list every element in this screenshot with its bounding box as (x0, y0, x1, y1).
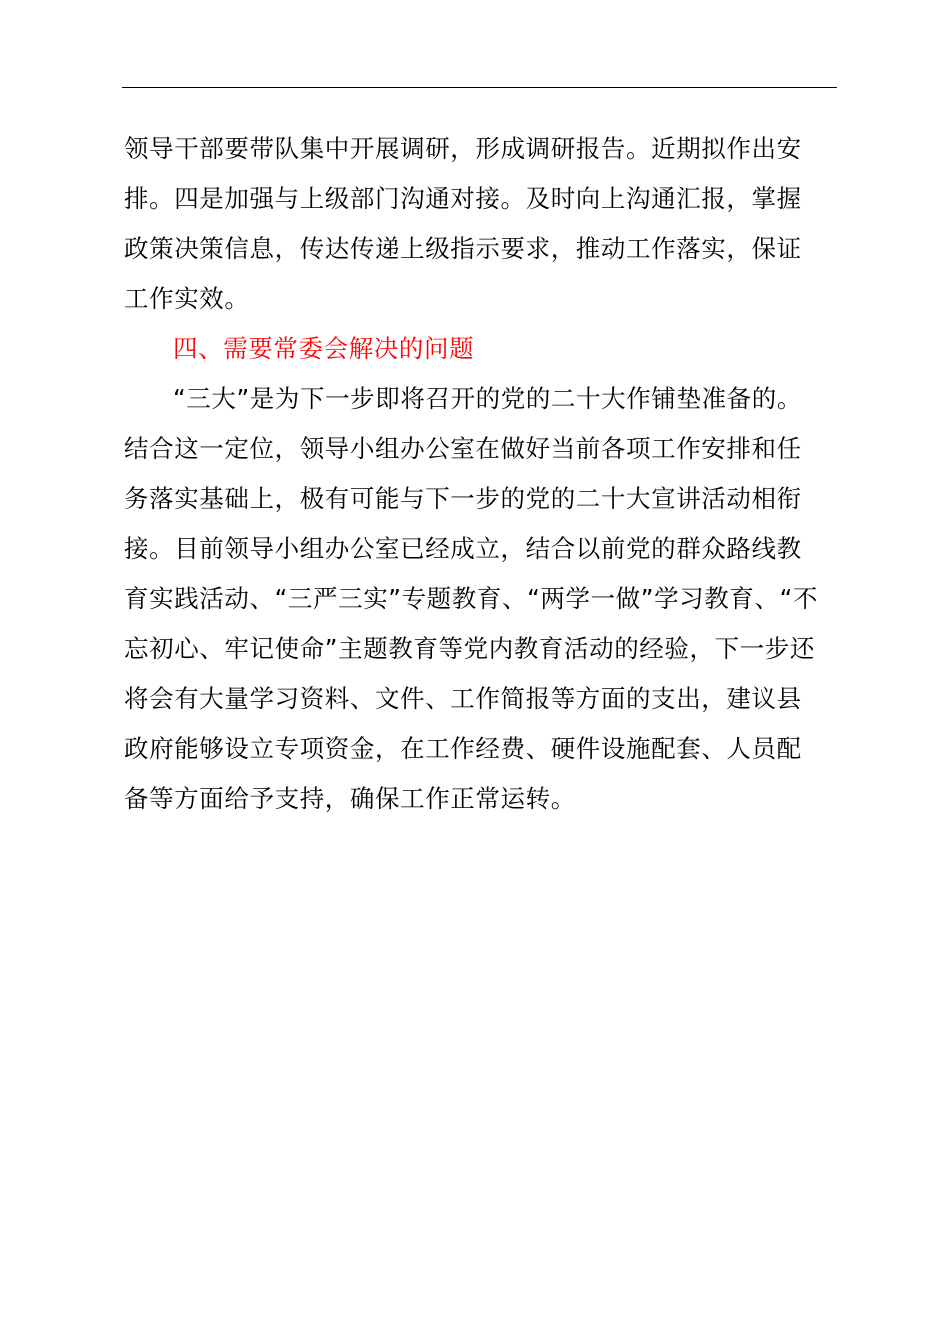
header-rule (122, 87, 837, 88)
paragraph-line: 排。四是加强与上级部门沟通对接。及时向上沟通汇报，掌握 (124, 184, 802, 213)
paragraph-line: 忘初心、牢记使命”主题教育等党内教育活动的经验，下一步还 (124, 634, 815, 663)
section-heading: 四、需要常委会解决的问题 (173, 334, 475, 363)
paragraph-1 (124, 124, 839, 324)
document-body (124, 124, 839, 824)
paragraph-line: 政策决策信息，传达传递上级指示要求，推动工作落实，保证 (124, 234, 802, 263)
paragraph-line: “三大”是为下一步即将召开的党的二十大作铺垫准备的。 (173, 384, 802, 413)
paragraph-line: 政府能够设立专项资金，在工作经费、硬件设施配套、人员配 (124, 734, 802, 763)
paragraph-2 (124, 374, 839, 824)
paragraph-line: 结合这一定位，领导小组办公室在做好当前各项工作安排和任 (124, 434, 802, 463)
paragraph-line: 务落实基础上，极有可能与下一步的党的二十大宣讲活动相衔 (124, 484, 802, 513)
paragraph-line: 领导干部要带队集中开展调研，形成调研报告。近期拟作出安 (124, 134, 802, 163)
paragraph-line: 工作实效。 (124, 284, 250, 313)
paragraph-line: 育实践活动、“三严三实”专题教育、“两学一做”学习教育、“不 (124, 584, 818, 613)
paragraph-line: 接。目前领导小组办公室已经成立，结合以前党的群众路线教 (124, 534, 802, 563)
paragraph-line: 将会有大量学习资料、文件、工作简报等方面的支出，建议县 (124, 684, 802, 713)
paragraph-line: 备等方面给予支持，确保工作正常运转。 (124, 784, 576, 813)
